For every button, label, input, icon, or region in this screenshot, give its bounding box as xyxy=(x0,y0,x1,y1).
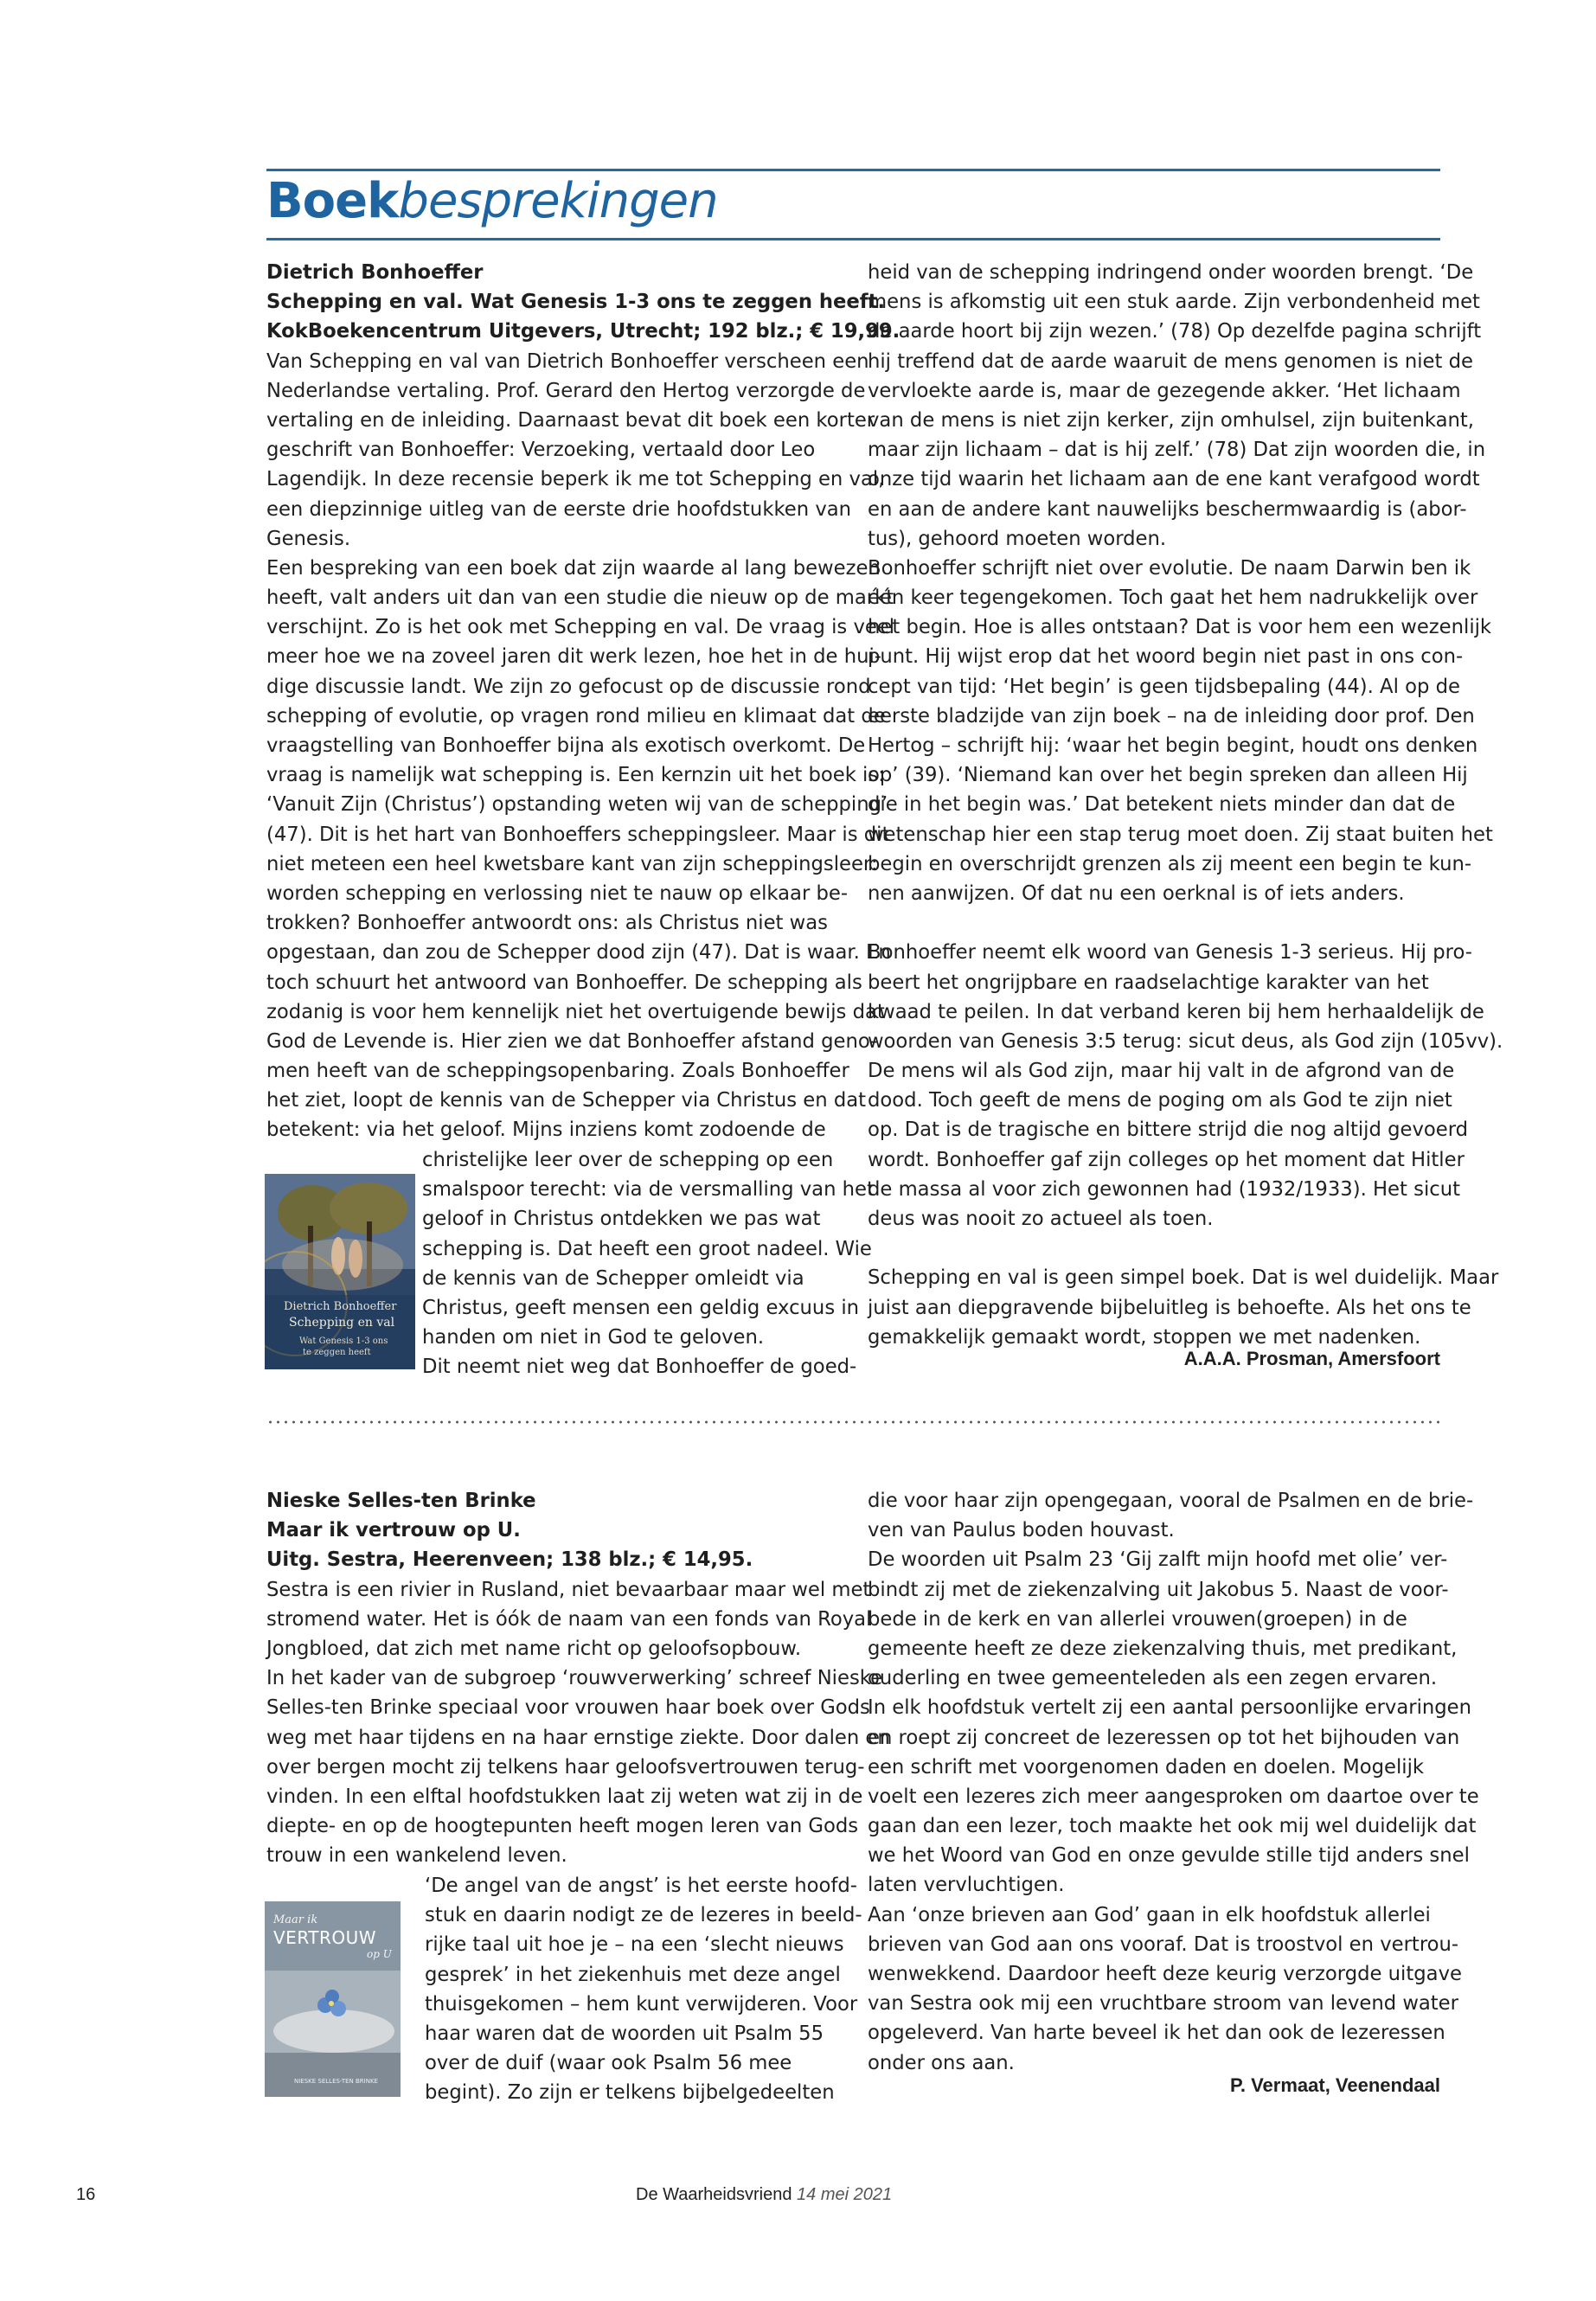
text-line: die voor haar zijn opengegaan, vooral de Psalmen en de brie- xyxy=(868,1490,1474,1512)
text-line: geloof in Christus ontdekken we pas wat xyxy=(422,1208,821,1231)
text-line: Bonhoeffer schrijft niet over evolutie. De naam Darwin ben ik xyxy=(868,556,1471,580)
book-cover-schepping-en-val xyxy=(265,1174,415,1369)
text-line: Lagendijk. In deze recensie beperk ik me tot Schepping en val, xyxy=(266,468,885,491)
text-line: thuisgekomen – hem kunt verwijderen. Voor xyxy=(425,1992,858,2016)
text-line: deus was nooit zo actueel als toen. xyxy=(868,1208,1214,1230)
text-line: het begin. Hoe is alles ontstaan? Dat is voor hem een wezenlijk xyxy=(868,616,1492,639)
text-line: wordt. Bonhoeffer gaf zijn colleges op het moment dat Hitler xyxy=(868,1148,1465,1171)
text-line: opgeleverd. Van harte beveel ik het dan ook de lezeressen xyxy=(868,2022,1445,2045)
text-line: diepte- en op de hoogtepunten heeft mogen leren van Gods xyxy=(266,1815,859,1838)
text-line: laten vervluchtigen. xyxy=(868,1874,1065,1897)
text-line: tus), gehoord moeten worden. xyxy=(868,527,1167,550)
text-line: de aarde hoort bij zijn wezen.’ (78) Op dezelfde pagina schrijft xyxy=(868,320,1482,343)
text-line: meer hoe we na zoveel jaren dit werk lezen, hoe het in de hui- xyxy=(266,645,881,669)
text-line: Hertog – schrijft hij: ‘waar het begin begint, houdt ons denken xyxy=(868,734,1478,757)
page-title xyxy=(266,171,718,232)
book-cover-maar-ik-vertrouw xyxy=(265,1901,401,2097)
text-line: In elk hoofdstuk vertelt zij een aantal persoonlijke ervaringen xyxy=(868,1696,1471,1720)
magazine-name: De Waarheidsvriend xyxy=(636,2185,792,2204)
text-line: stuk en daarin nodigt ze de lezeres in beeld- xyxy=(425,1904,862,1927)
text-line: Van Schepping en val van Dietrich Bonhoeffer verscheen een xyxy=(266,349,869,373)
text-line: zodanig is voor hem kennelijk niet het overtuigende bewijs dat xyxy=(266,1000,885,1023)
cover2-author: NIESKE SELLES-TEN BRINKE xyxy=(294,2078,378,2085)
text-line: niet meteen een heel kwetsbare kant van zijn scheppingsleer: xyxy=(266,852,878,875)
text-line: Bonhoeffer neemt elk woord van Genesis 1-3 serieus. Hij pro- xyxy=(868,941,1472,965)
text-line: vraagstelling van Bonhoeffer bijna als exotisch overkomt. De xyxy=(266,734,866,757)
text-line: beert het ongrijpbare en raadselachtige karakter van het xyxy=(868,971,1429,994)
footer-magazine xyxy=(636,2185,892,2205)
text-line: In het kader van de subgroep ‘rouwverwerking’ schreef Nieske xyxy=(266,1667,883,1690)
review2-column-left-wrap xyxy=(425,1871,862,2108)
cover2-title: VERTROUW xyxy=(273,1927,377,1948)
text-line: maar zijn lichaam – dat is hij zelf.’ (78) Dat zijn woorden die, in xyxy=(868,439,1486,462)
text-line: trouw in een wankelend leven. xyxy=(266,1844,567,1868)
title-italic: besprekingen xyxy=(398,173,718,229)
text-line: voelt een lezeres zich meer aangesproken om daartoe over te xyxy=(868,1785,1479,1808)
text-line: Schepping en val. Wat Genesis 1-3 ons te zeggen heeft. xyxy=(266,291,886,314)
text-line: begin en overschrijdt grenzen als zij meent een begin te kun- xyxy=(868,852,1472,875)
text-line: toch schuurt het antwoord van Bonhoeffer. De schepping als xyxy=(266,971,862,994)
text-line: Sestra is een rivier in Rusland, niet bevaarbaar maar wel met xyxy=(266,1578,871,1601)
text-line: Nederlandse vertaling. Prof. Gerard den Hertog verzorgde de xyxy=(266,379,866,402)
text-line: heeft, valt anders uit dan van een studie die nieuw op de markt xyxy=(266,586,894,610)
text-line: trokken? Bonhoeffer antwoordt ons: als Christus niet was xyxy=(266,912,828,935)
text-line: bindt zij met de ziekenzalving uit Jakobus 5. Naast de voor- xyxy=(868,1578,1449,1601)
page-number: 16 xyxy=(76,2185,96,2204)
text-line xyxy=(868,908,1503,938)
text-line: schepping of evolutie, op vragen rond milieu en klimaat dat de xyxy=(266,704,886,727)
text-line: op. Dat is de tragische en bittere strijd die nog altijd gevoerd xyxy=(868,1118,1469,1142)
text-line: KokBoekencentrum Uitgevers, Utrecht; 192 blz.; € 19,99. xyxy=(266,320,901,343)
text-line: dood. Toch geeft de mens de poging om als God te zijn niet xyxy=(868,1089,1452,1112)
text-line: Aan ‘onze brieven aan God’ gaan in elk hoofdstuk allerlei xyxy=(868,1903,1431,1926)
text-line: gemeente heeft ze deze ziekenzalving thuis, met predikant, xyxy=(868,1637,1458,1660)
text-line: De mens wil als God zijn, maar hij valt in de afgrond van de xyxy=(868,1060,1455,1083)
text-line: van de mens is niet zijn kerker, zijn omhulsel, zijn buitenkant, xyxy=(868,408,1475,432)
review1-signature: A.A.A. Prosman, Amersfoort xyxy=(1183,1348,1440,1369)
text-line: (47). Dit is het hart van Bonhoeffers scheppingsleer. Maar is dit xyxy=(266,823,890,846)
text-line: van Sestra ook mij een vruchtbare stroom van levend water xyxy=(868,1992,1458,2016)
cover2-line2: op U xyxy=(367,1948,392,1960)
text-line: één keer tegengekomen. Toch gaat het hem nadrukkelijk over xyxy=(868,586,1478,610)
text-line: begint). Zo zijn er telkens bijbelgedeelten xyxy=(425,2081,835,2105)
text-line: men heeft van de scheppingsopenbaring. Zoals Bonhoeffer xyxy=(266,1060,849,1083)
text-line: Genesis. xyxy=(266,527,351,550)
cover1-author: Dietrich Bonhoeffer xyxy=(284,1300,397,1313)
text-line: en roept zij concreet de lezeressen op tot het bijhouden van xyxy=(868,1726,1460,1749)
cover2-line1: Maar ik xyxy=(273,1913,318,1926)
review2-column-right xyxy=(868,1486,1479,2078)
text-line: kwaad te peilen. In dat verband keren bij hem herhaaldelijk de xyxy=(868,1000,1484,1023)
text-line: een schrift met voorgenomen daden en doelen. Mogelijk xyxy=(868,1755,1425,1779)
text-line: stromend water. Het is óók de naam van een fonds van Royal xyxy=(266,1607,872,1631)
text-line: opgestaan, dan zou de Schepper dood zijn (47). Dat is waar. En xyxy=(266,941,891,965)
text-line: gaan dan een lezer, toch maakte het ook mij wel duidelijk dat xyxy=(868,1815,1477,1838)
text-line: hij treffend dat de aarde waaruit de mens genomen is niet de xyxy=(868,349,1473,373)
text-line: de kennis van de Schepper omleidt via xyxy=(422,1266,804,1290)
text-line: gemakkelijk gemaakt wordt, stoppen we met nadenken. xyxy=(868,1325,1421,1349)
title-bold: Boek xyxy=(266,173,399,229)
text-line: haar waren dat de woorden uit Psalm 55 xyxy=(425,2022,824,2045)
text-line: nen aanwijzen. Of dat nu een oerknal is of iets anders. xyxy=(868,881,1405,905)
text-line: Dit neemt niet weg dat Bonhoeffer de goed- xyxy=(422,1356,857,1379)
text-line: weg met haar tijdens en na haar ernstige ziekte. Door dalen en xyxy=(266,1726,890,1749)
text-line: vertaling en de inleiding. Daarnaast bevat dit boek een korter xyxy=(266,408,875,432)
text-line: worden schepping en verlossing niet te nauw op elkaar be- xyxy=(266,881,849,905)
review1-column-left xyxy=(266,258,900,1145)
text-line: ouderling en twee gemeenteleden als een zegen ervaren. xyxy=(868,1667,1438,1690)
text-line: vervloekte aarde is, maar de gezegende akker. ‘Het lichaam xyxy=(868,379,1461,402)
text-line: Dietrich Bonhoeffer xyxy=(266,261,484,284)
text-line: punt. Hij wijst erop dat het woord begin niet past in ons con- xyxy=(868,645,1464,669)
text-line: handen om niet in God te geloven. xyxy=(422,1326,765,1349)
text-line: brieven van God aan ons vooraf. Dat is troostvol en vertrou- xyxy=(868,1932,1459,1956)
text-line: eerste bladzijde van zijn boek – na de inleiding door prof. Den xyxy=(868,704,1475,727)
text-line: cept van tijd: ‘Het begin’ is geen tijdsbepaling (44). Al op de xyxy=(868,675,1460,698)
review1-column-left-wrap xyxy=(422,1145,875,1382)
text-line: vinden. In een elftal hoofdstukken laat zij weten wat zij in de xyxy=(266,1785,863,1808)
text-line: mens is afkomstig uit een stuk aarde. Zijn verbondenheid met xyxy=(868,291,1480,314)
text-line: de massa al voor zich gewonnen had (1932/1933). Het sicut xyxy=(868,1177,1460,1201)
cover1-title: Schepping en val xyxy=(289,1316,395,1330)
text-line: juist aan diepgravende bijbeluitleg is behoefte. Als het ons te xyxy=(868,1296,1471,1319)
issue-date: 14 mei 2021 xyxy=(797,2185,893,2204)
text-line: Nieske Selles-ten Brinke xyxy=(266,1490,536,1512)
text-line: we het Woord van God en onze gevulde stille tijd anders snel xyxy=(868,1844,1470,1868)
text-line: bede in de kerk en van allerlei vrouwen(groepen) in de xyxy=(868,1607,1407,1631)
text-line: schepping is. Dat heeft een groot nadeel. Wie xyxy=(422,1237,872,1260)
text-line: onder ons aan. xyxy=(868,2051,1015,2074)
text-line: gesprek’ in het ziekenhuis met deze angel xyxy=(425,1963,841,1986)
text-line xyxy=(868,1234,1503,1263)
text-line: onze tijd waarin het lichaam aan de ene kant verafgood wordt xyxy=(868,468,1480,491)
cover1-subtitle-1: Wat Genesis 1-3 ons xyxy=(299,1336,388,1346)
text-line: Schepping en val is geen simpel boek. Dat is wel duidelijk. Maar xyxy=(868,1266,1499,1290)
text-line: ‘Vanuit Zijn (Christus’) opstanding weten wij van de schepping’ xyxy=(266,793,888,817)
text-line: een diepzinnige uitleg van de eerste drie hoofdstukken van xyxy=(266,497,852,521)
text-line: vraag is namelijk wat schepping is. Een kernzin uit het boek is: xyxy=(266,764,885,787)
text-line: over de duif (waar ook Psalm 56 mee xyxy=(425,2052,792,2075)
text-line: over bergen mocht zij telkens haar geloofsvertrouwen terug- xyxy=(266,1755,865,1779)
text-line: De woorden uit Psalm 23 ‘Gij zalft mijn hoofd met olie’ ver- xyxy=(868,1548,1448,1572)
dotted-divider xyxy=(266,1420,1440,1424)
text-line: die in het begin was.’ Dat betekent niets minder dan dat de xyxy=(868,793,1456,817)
title-rule xyxy=(266,238,1440,240)
text-line: rijke taal uit hoe je – na een ‘slecht nieuws xyxy=(425,1933,844,1957)
review2-column-left xyxy=(266,1486,890,1870)
text-line: Selles-ten Brinke speciaal voor vrouwen haar boek over Gods xyxy=(266,1696,870,1720)
text-line: heid van de schepping indringend onder woorden brengt. ‘De xyxy=(868,261,1474,284)
text-line: ‘De angel van de angst’ is het eerste hoofd- xyxy=(425,1875,857,1897)
text-line: en aan de andere kant nauwelijks beschermwaardig is (abor- xyxy=(868,497,1467,521)
text-line: Jongbloed, dat zich met name richt op geloofsopbouw. xyxy=(266,1637,802,1660)
text-line: smalspoor terecht: via de versmalling van het xyxy=(422,1178,875,1202)
text-line: dige discussie landt. We zijn zo gefocust op de discussie rond xyxy=(266,675,871,698)
text-line: Uitg. Sestra, Heerenveen; 138 blz.; € 14,95. xyxy=(266,1548,753,1572)
text-line: ven van Paulus boden houvast. xyxy=(868,1519,1175,1542)
text-line: wetenschap hier een stap terug moet doen. Zij staat buiten het xyxy=(868,823,1493,846)
text-line: verschijnt. Zo is het ook met Schepping en val. De vraag is veel xyxy=(266,616,895,639)
text-line: Maar ik vertrouw op U. xyxy=(266,1519,521,1542)
text-line: Christus, geeft mensen een geldig excuus in xyxy=(422,1296,860,1319)
text-line: wenwekkend. Daardoor heeft deze keurig verzorgde uitgave xyxy=(868,1963,1462,1985)
review1-column-right xyxy=(868,258,1503,1352)
review2-signature: P. Vermaat, Veenendaal xyxy=(1230,2074,1440,2096)
text-line: woorden van Genesis 3:5 terug: sicut deus, als God zijn (105vv). xyxy=(868,1029,1503,1053)
text-line: Een bespreking van een boek dat zijn waarde al lang bewezen xyxy=(266,556,881,580)
text-line: betekent: via het geloof. Mijns inziens komt zodoende de xyxy=(266,1118,826,1142)
cover1-subtitle-2: te zeggen heeft xyxy=(303,1348,371,1357)
text-line: christelijke leer over de schepping op een xyxy=(422,1149,834,1171)
text-line: God de Levende is. Hier zien we dat Bonhoeffer afstand geno- xyxy=(266,1029,878,1053)
text-line: geschrift van Bonhoeffer: Verzoeking, vertaald door Leo xyxy=(266,439,816,462)
text-line: op’ (39). ‘Niemand kan over het begin spreken dan alleen Hij xyxy=(868,764,1468,787)
text-line: het ziet, loopt de kennis van de Schepper via Christus en dat xyxy=(266,1089,867,1112)
